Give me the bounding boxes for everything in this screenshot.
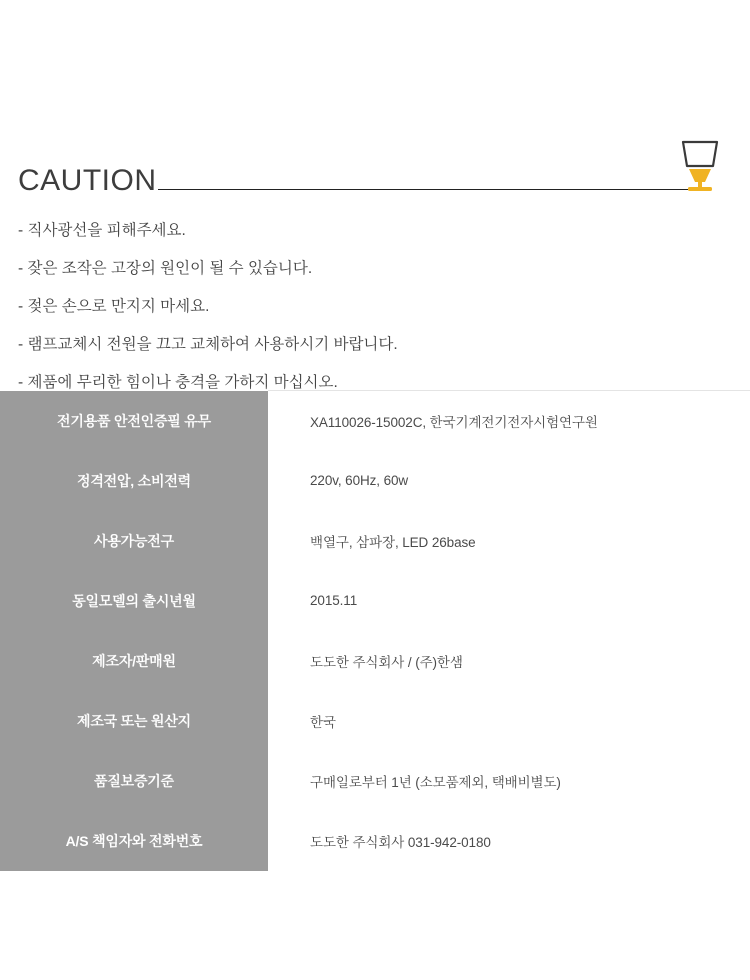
table-row	[0, 631, 750, 691]
table-row	[0, 451, 750, 511]
list-item: - 제품에 무리한 힘이나 충격을 가하지 마십시오.	[18, 374, 338, 391]
list-item: - 램프교체시 전원을 끄고 교체하여 사용하시기 바랍니다.	[18, 336, 398, 353]
caution-list	[18, 218, 718, 408]
row-label: 제조자/판매원	[0, 631, 268, 691]
row-value: 220v, 60Hz, 60w	[268, 451, 750, 511]
row-value: 백열구, 삼파장, LED 26base	[268, 511, 750, 571]
table-row	[0, 751, 750, 811]
row-label: 사용가능전구	[0, 511, 268, 571]
row-label: 전기용품 안전인증필 유무	[0, 391, 268, 451]
row-value: 도도한 주식회사 / (주)한샘	[268, 631, 750, 691]
row-label: A/S 책임자와 전화번호	[0, 811, 268, 871]
table-lamp-icon	[672, 136, 728, 196]
row-value: 도도한 주식회사 031-942-0180	[268, 811, 750, 871]
caution-header	[0, 130, 750, 197]
row-label: 정격전압, 소비전력	[0, 451, 268, 511]
table-row	[0, 691, 750, 751]
row-label: 품질보증기준	[0, 751, 268, 811]
caution-section	[0, 130, 750, 391]
page-title: CAUTION	[18, 164, 157, 197]
row-value: XA110026-15002C, 한국기계전기전자시험연구원	[268, 391, 750, 451]
row-value: 2015.11	[268, 571, 750, 631]
row-value: 구매일로부터 1년 (소모품제외, 택배비별도)	[268, 751, 750, 811]
specification-table	[0, 390, 750, 871]
table-row	[0, 571, 750, 631]
list-item: - 직사광선을 피해주세요.	[18, 222, 186, 239]
table-row	[0, 811, 750, 871]
row-label: 제조국 또는 원산지	[0, 691, 268, 751]
table-row	[0, 511, 750, 571]
row-value: 한국	[268, 691, 750, 751]
list-item: - 잦은 조작은 고장의 원인이 될 수 있습니다.	[18, 260, 313, 277]
table-row	[0, 391, 750, 451]
title-divider	[158, 189, 688, 190]
row-label: 동일모델의 출시년월	[0, 571, 268, 631]
list-item: - 젖은 손으로 만지지 마세요.	[18, 298, 210, 315]
